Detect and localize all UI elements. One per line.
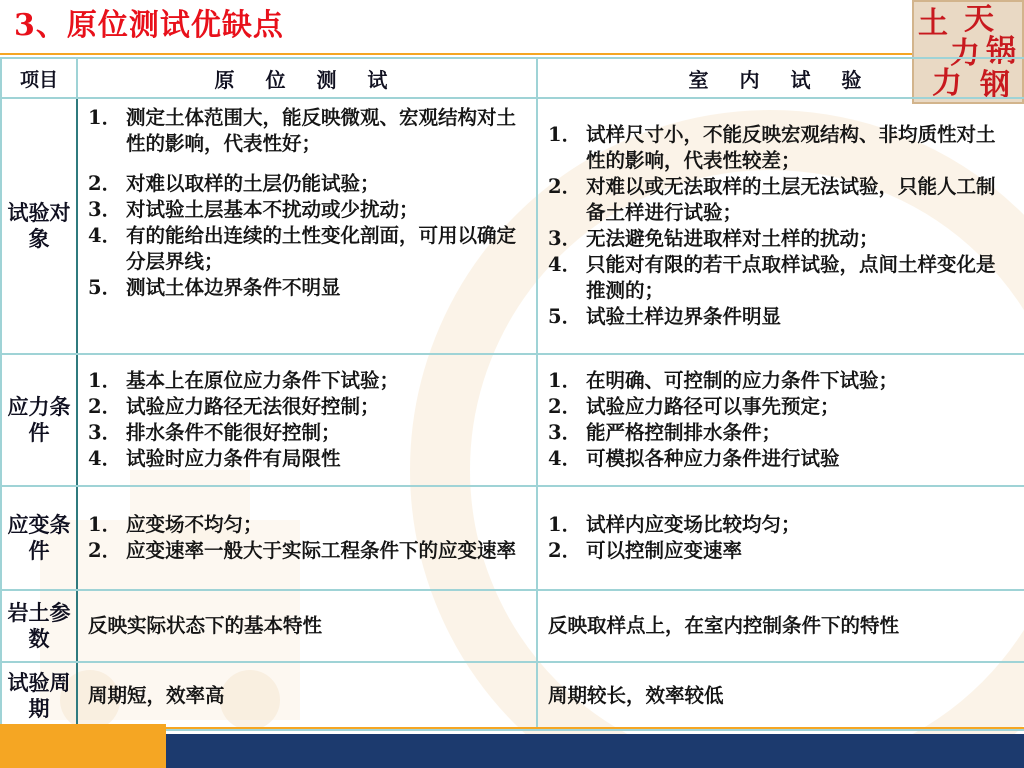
item-text: 对难以或无法取样的土层无法试验，只能人工制备土样进行试验； [586, 175, 996, 224]
in-situ-cell [77, 354, 537, 486]
item-text: 应变速率一般大于实际工程条件下的应变速率 [126, 539, 517, 562]
lab-cell: 反映取样点上，在室内控制条件下的特性 [537, 590, 1024, 662]
item-number: 1． [548, 369, 582, 392]
in-situ-cell [77, 486, 537, 590]
item-number: 1． [88, 369, 122, 392]
item-text: 能严格控制排水条件； [586, 421, 782, 444]
item-number: 2． [88, 172, 122, 195]
table-header-row [1, 58, 1024, 98]
list-item [548, 512, 1014, 538]
list-item [548, 304, 1014, 330]
item-number: 1． [548, 513, 582, 536]
logo-char: 力 [932, 66, 962, 101]
item-number: 2． [548, 539, 582, 562]
list-item [548, 446, 1014, 472]
item-text: 可模拟各种应力条件进行试验 [586, 447, 840, 470]
item-text: 对试验土层基本不扰动或少扰动； [126, 198, 419, 221]
header-item: 项目 [1, 58, 77, 98]
list-item [88, 512, 526, 538]
list-item [88, 275, 526, 301]
list-item [88, 538, 526, 564]
in-situ-cell: 反映实际状态下的基本特性 [77, 590, 537, 662]
item-text: 试验应力路径无法很好控制； [126, 395, 380, 418]
item-number: 3． [88, 198, 122, 221]
item-text: 应变场不均匀； [126, 513, 263, 536]
item-text: 排水条件不能很好控制； [126, 421, 341, 444]
logo-char: 天 [964, 2, 994, 37]
item-text: 试样内应变场比较均匀； [586, 513, 801, 536]
item-number: 2． [548, 395, 582, 418]
logo-char: 土 [918, 6, 948, 41]
in-situ-cell [77, 98, 537, 354]
item-number: 3． [88, 421, 122, 444]
item-number: 3． [548, 421, 582, 444]
item-text: 试样尺寸小，不能反映宏观结构、非均质性对土性的影响，代表性较差； [586, 123, 996, 172]
list-item [548, 538, 1014, 564]
list-item [548, 122, 1014, 174]
list-item [548, 252, 1014, 304]
item-text: 可以控制应变速率 [586, 539, 743, 562]
logo-char: 钢 [980, 68, 1010, 103]
item-number: 5． [548, 305, 582, 328]
title-divider [0, 53, 912, 55]
item-number: 2． [88, 539, 122, 562]
lab-cell [537, 486, 1024, 590]
row-label: 应力条件 [1, 354, 77, 486]
item-number: 5． [88, 276, 122, 299]
table-row [1, 662, 1024, 730]
in-situ-cell: 周期短，效率高 [77, 662, 537, 730]
table-row [1, 590, 1024, 662]
item-text: 有的能给出连续的土性变化剖面，可用以确定分层界线； [126, 224, 517, 273]
item-text: 只能对有限的若干点取样试验，点间土样变化是推测的； [586, 253, 996, 302]
item-text: 基本上在原位应力条件下试验； [126, 369, 400, 392]
header-in-situ: 原 位 测 试 [77, 58, 537, 98]
item-number: 4． [88, 224, 122, 247]
item-text: 测试土体边界条件不明显 [126, 276, 341, 299]
table-row [1, 354, 1024, 486]
comparison-table [0, 57, 1024, 731]
item-text: 无法避免钻进取样对土样的扰动； [586, 227, 879, 250]
logo-char: 锅 [986, 34, 1016, 69]
item-text: 试验时应力条件有局限性 [126, 447, 341, 470]
list-item [88, 171, 526, 197]
list-item [548, 226, 1014, 252]
list-item [88, 394, 526, 420]
lab-cell: 周期较长，效率较低 [537, 662, 1024, 730]
lab-cell [537, 98, 1024, 354]
item-number: 1． [548, 123, 582, 146]
list-item [548, 420, 1014, 446]
item-number: 2． [548, 175, 582, 198]
list-item [88, 420, 526, 446]
row-label: 试验周期 [1, 662, 77, 730]
slide-title: 3、原位测试优缺点 [14, 8, 284, 43]
row-label: 试验对象 [1, 98, 77, 354]
spacer [88, 157, 526, 171]
list-item [88, 105, 526, 157]
item-text: 试验土样边界条件明显 [586, 305, 782, 328]
item-text: 在明确、可控制的应力条件下试验； [586, 369, 899, 392]
item-number: 3． [548, 227, 582, 250]
item-text: 试验应力路径可以事先预定； [586, 395, 840, 418]
table-row [1, 98, 1024, 354]
item-number: 4． [88, 447, 122, 470]
item-number: 1． [88, 513, 122, 536]
list-item [548, 394, 1014, 420]
item-text: 测定土体范围大，能反映微观、宏观结构对土性的影响，代表性好； [126, 106, 517, 155]
list-item [88, 368, 526, 394]
row-label: 应变条件 [1, 486, 77, 590]
item-number: 4． [548, 253, 582, 276]
row-label: 岩土参数 [1, 590, 77, 662]
list-item [548, 174, 1014, 226]
table-row [1, 486, 1024, 590]
footer-accent-block [0, 724, 166, 768]
list-item [88, 223, 526, 275]
item-number: 4． [548, 447, 582, 470]
list-item [548, 368, 1014, 394]
lab-cell [537, 354, 1024, 486]
list-item [88, 197, 526, 223]
item-number: 1． [88, 106, 122, 129]
item-number: 2． [88, 395, 122, 418]
footer-bar [166, 734, 1024, 768]
header-lab: 室 内 试 验 [537, 58, 1024, 98]
item-text: 对难以取样的土层仍能试验； [126, 172, 380, 195]
list-item [88, 446, 526, 472]
logo-char: 力 [950, 36, 980, 71]
